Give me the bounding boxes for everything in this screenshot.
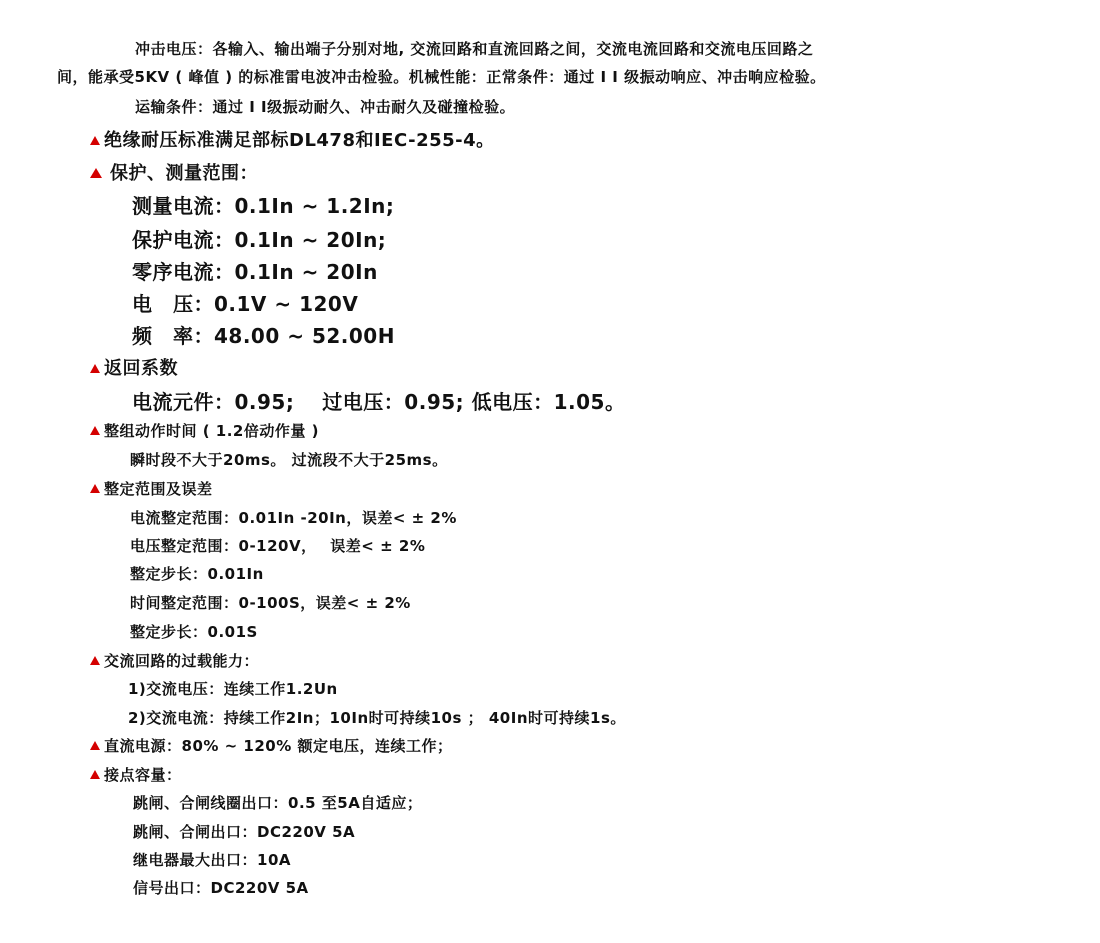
triangle-bullet-icon bbox=[90, 426, 100, 435]
triangle-bullet-icon bbox=[90, 168, 102, 178]
protection-heading-text: 保护、测量范围： bbox=[110, 163, 258, 184]
contacts-item: 继电器最大出口：10A bbox=[133, 851, 291, 869]
setting-item: 整定步长：0.01S bbox=[130, 623, 258, 641]
return-coef-heading-text: 返回系数 bbox=[104, 358, 178, 379]
protection-item: 零序电流：0.1In ~ 20In bbox=[132, 260, 378, 284]
action-time-text: 瞬时段不大于20ms。 过流段不大于25ms。 bbox=[130, 451, 448, 469]
triangle-bullet-icon bbox=[90, 364, 100, 373]
protection-heading bbox=[90, 159, 258, 185]
insulation-item bbox=[90, 126, 495, 152]
overload-heading-text: 交流回路的过载能力： bbox=[104, 652, 260, 670]
action-time-heading bbox=[90, 420, 319, 441]
insulation-text: 绝缘耐压标准满足部标DL478和IEC-255-4。 bbox=[104, 130, 495, 151]
intro-line-1: 冲击电压：各输入、输出端子分别对地, 交流回路和直流回路之间，交流电流回路和交流电压回路之 bbox=[135, 40, 814, 58]
dc-power-text: 直流电源：80% ~ 120% 额定电压，连续工作； bbox=[104, 737, 453, 755]
setting-item: 整定步长：0.01In bbox=[130, 565, 264, 583]
triangle-bullet-icon bbox=[90, 741, 100, 750]
triangle-bullet-icon bbox=[90, 484, 100, 493]
triangle-bullet-icon bbox=[90, 136, 100, 145]
contacts-item: 跳闸、合闸线圈出口：0.5 至5A自适应； bbox=[133, 794, 423, 812]
intro-line-2: 间，能承受5KV ( 峰值 ) 的标准雷电波冲击检验。机械性能：正常条件：通过 I I 级振动响应、冲击响应检验。 bbox=[57, 68, 826, 86]
setting-heading-text: 整定范围及误差 bbox=[104, 480, 213, 498]
protection-item: 频 率：48.00 ~ 52.00H bbox=[132, 324, 395, 348]
setting-heading bbox=[90, 478, 213, 499]
contacts-heading bbox=[90, 764, 182, 785]
protection-item: 测量电流：0.1In ~ 1.2In; bbox=[132, 194, 395, 218]
overload-item: 2)交流电流：持续工作2In；10In时可持续10s ； 40In时可持续1s。 bbox=[128, 709, 626, 727]
return-coef-text: 电流元件：0.95; 过电压：0.95; 低电压：1.05。 bbox=[132, 390, 626, 414]
dc-power-item bbox=[90, 735, 452, 756]
contacts-heading-text: 接点容量： bbox=[104, 766, 182, 784]
setting-item: 电流整定范围：0.01In -20In，误差< ± 2% bbox=[130, 509, 457, 527]
triangle-bullet-icon bbox=[90, 656, 100, 665]
overload-item: 1)交流电压：连续工作1.2Un bbox=[128, 680, 338, 698]
overload-heading bbox=[90, 650, 259, 671]
contacts-item: 跳闸、合闸出口：DC220V 5A bbox=[133, 823, 356, 841]
protection-item: 电 压：0.1V ~ 120V bbox=[132, 292, 359, 316]
triangle-bullet-icon bbox=[90, 770, 100, 779]
contacts-item: 信号出口：DC220V 5A bbox=[133, 879, 309, 897]
intro-line-3: 运输条件：通过 I I级振动耐久、冲击耐久及碰撞检验。 bbox=[135, 98, 516, 116]
action-time-heading-text: 整组动作时间 ( 1.2倍动作量 ) bbox=[104, 422, 319, 440]
return-coef-heading bbox=[90, 354, 178, 380]
protection-item: 保护电流：0.1In ~ 20In; bbox=[132, 228, 387, 252]
setting-item: 电压整定范围：0-120V， 误差< ± 2% bbox=[130, 537, 426, 555]
setting-item: 时间整定范围：0-100S，误差< ± 2% bbox=[130, 594, 411, 612]
